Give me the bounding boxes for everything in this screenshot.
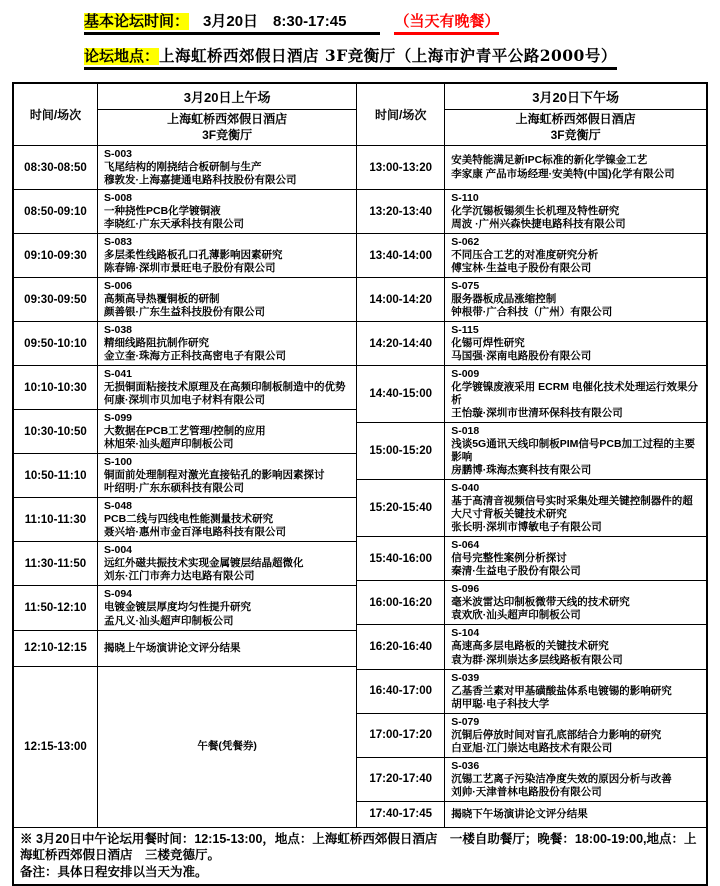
- session-time: 17:00-17:20: [357, 714, 445, 757]
- speaker-name: 房鹏博·珠海杰赛科技有限公司: [451, 464, 592, 477]
- morning-header: [14, 84, 356, 146]
- schedule-row: [357, 625, 706, 669]
- session-time: 13:40-14:00: [357, 234, 445, 277]
- session-time: 13:20-13:40: [357, 190, 445, 233]
- session-time: 11:10-11:30: [14, 498, 98, 541]
- paper-code: S-094: [104, 588, 133, 601]
- paper-code: S-110: [451, 192, 479, 204]
- session-details: [445, 714, 706, 757]
- session-details: [98, 542, 356, 585]
- afternoon-session-title: 3月20日下午场: [445, 84, 706, 110]
- paper-code: S-040: [451, 482, 480, 495]
- forum-venue-label: 论坛地点：: [84, 48, 160, 65]
- speaker-name: 叶绍明·广东东硕科技有限公司: [104, 482, 244, 495]
- session-details: [445, 423, 706, 479]
- schedule-row: [357, 366, 706, 423]
- paper-title: 揭晓下午场演讲论文评分结果: [451, 807, 588, 820]
- schedule-row: [14, 631, 356, 667]
- paper-code: S-006: [104, 280, 133, 293]
- schedule-row: [357, 322, 706, 366]
- paper-title: 乙基香兰素对甲基磺酸盐体系电镀锡的影响研究: [451, 684, 672, 697]
- paper-code: S-099: [104, 412, 133, 425]
- paper-title: 信号完整性案例分析探讨: [451, 552, 567, 565]
- session-time: 13:00-13:20: [357, 146, 445, 189]
- session-time: 09:10-09:30: [14, 234, 98, 277]
- paper-title: 飞尾结构的刚挠结合板研制与生产: [104, 161, 262, 174]
- morning-header-main: [98, 84, 356, 145]
- session-details: [445, 278, 706, 321]
- session-details: [98, 667, 356, 827]
- session-details: [445, 234, 706, 277]
- paper-title: 午餐(凭餐券): [197, 740, 257, 753]
- afternoon-session-venue: [445, 110, 706, 145]
- session-details: [445, 581, 706, 624]
- paper-title: 多层柔性线路板孔口孔薄影响因素研究: [104, 249, 283, 262]
- paper-title: 化学沉锡板锡须生长机理及特性研究: [451, 205, 620, 218]
- schedule-row: [357, 480, 706, 537]
- paper-code: S-100: [104, 456, 133, 469]
- forum-venue-line: [84, 44, 708, 66]
- speaker-name: 周波 ·广州兴森快捷电路科技有限公司: [451, 218, 626, 231]
- paper-code: S-062: [451, 236, 480, 249]
- session-time: 11:30-11:50: [14, 542, 98, 585]
- forum-time-label: 基本论坛时间：: [84, 13, 190, 30]
- session-details: [98, 146, 356, 189]
- schedule-row: [357, 278, 706, 322]
- paper-title: 揭晓上午场演讲论文评分结果: [104, 641, 241, 654]
- paper-title: 高频高导热覆铜板的研制: [104, 293, 220, 306]
- session-details: [445, 366, 706, 422]
- paper-title: 沉锡工艺离子污染洁净度失效的原因分析与改善: [451, 772, 672, 785]
- session-time: 17:20-17:40: [357, 758, 445, 801]
- schedule-row: [14, 586, 356, 630]
- morning-venue-line1: 上海虹桥西郊假日酒店: [167, 111, 288, 126]
- paper-code: S-064: [451, 539, 480, 552]
- schedule-row: [14, 278, 356, 322]
- paper-title: 服务器板成品涨缩控制: [451, 293, 557, 306]
- session-time: 08:30-08:50: [14, 146, 98, 189]
- paper-title: 远红外磁共振技术实现金属镀层结晶超微化: [104, 557, 304, 570]
- speaker-name: 金立奎·珠海方正科技高密电子有限公司: [104, 350, 286, 363]
- paper-title: 化锡可焊性研究: [451, 337, 525, 350]
- session-time: 12:10-12:15: [14, 631, 98, 666]
- paper-title: 沉铜后停放时间对盲孔底部结合力影响的研究: [451, 728, 662, 741]
- speaker-name: 孟凡义·汕头超声印制板公司: [104, 614, 234, 627]
- paper-code: S-039: [451, 671, 480, 684]
- speaker-name: 林旭荣·汕头超声印制板公司: [104, 438, 234, 451]
- paper-title: PCB二线与四线电性能测量技术研究: [104, 513, 274, 526]
- schedule-row: [357, 581, 706, 625]
- remark-note: 备注：具体日程安排以当天为准。: [20, 864, 208, 879]
- paper-code: S-075: [451, 280, 480, 293]
- forum-venue-underlined: [84, 48, 617, 70]
- paper-code: S-008: [104, 192, 133, 205]
- session-time: 15:20-15:40: [357, 480, 445, 536]
- paper-code: S-048: [104, 500, 133, 513]
- schedule-row: [14, 190, 356, 234]
- paper-code: S-115: [451, 324, 479, 337]
- speaker-name: 李晓红·广东天承科技有限公司: [104, 218, 244, 231]
- session-details: [445, 802, 706, 827]
- session-details: [98, 366, 356, 409]
- morning-half: [14, 84, 357, 827]
- paper-code: S-038: [104, 324, 133, 337]
- speaker-name: 颜善银·广东生益科技股份有限公司: [104, 306, 265, 319]
- schedule-row: [14, 410, 356, 454]
- forum-time-underlined: [84, 13, 380, 35]
- schedule-row: [14, 366, 356, 410]
- session-time: 15:40-16:00: [357, 537, 445, 580]
- dinner-note: （当天有晚餐）: [394, 13, 499, 35]
- paper-title: 不同压合工艺的对准度研究分析: [451, 249, 599, 262]
- afternoon-half: [357, 84, 706, 827]
- speaker-name: 刘东·江门市奔力达电路有限公司: [104, 570, 255, 583]
- session-details: [98, 322, 356, 365]
- forum-venue-value: 上海虹桥西郊假日酒店 3F竞衡厅（上海市沪青平公路2000号）: [159, 46, 617, 65]
- paper-title: 精细线路阻抗制作研究: [104, 337, 209, 350]
- speaker-name: 穆敦发·上海嘉捷通电路科技股份有限公司: [104, 174, 297, 187]
- session-time: 14:20-14:40: [357, 322, 445, 365]
- session-details: [445, 480, 706, 536]
- session-details: [98, 631, 356, 666]
- session-details: [445, 146, 706, 189]
- schedule-row: [357, 537, 706, 581]
- session-details: [98, 586, 356, 629]
- paper-title: 无损铜面粘接技术原理及在高频印制板制造中的优势: [104, 381, 346, 394]
- session-time: 10:30-10:50: [14, 410, 98, 453]
- banner: [84, 10, 708, 66]
- morning-venue-line2: 3F竞衡厅: [202, 127, 253, 142]
- paper-title: 浅谈5G通讯天线印制板PIM信号PCB加工过程的主要影响: [451, 438, 696, 464]
- footer-note: [14, 827, 706, 885]
- paper-code: S-079: [451, 715, 480, 728]
- session-details: [445, 190, 706, 233]
- paper-title: 铜面前处理制程对激光直接钻孔的影响因素探讨: [104, 469, 325, 482]
- session-time: 16:40-17:00: [357, 670, 445, 713]
- session-details: [98, 410, 356, 453]
- schedule-row: [357, 714, 706, 758]
- session-details: [98, 454, 356, 497]
- schedule-table: [12, 82, 708, 886]
- speaker-name: 刘帅·天津普林电路股份有限公司: [451, 785, 602, 798]
- session-time: 17:40-17:45: [357, 802, 445, 827]
- session-time: 16:00-16:20: [357, 581, 445, 624]
- afternoon-header: [357, 84, 706, 146]
- afternoon-rows: [357, 146, 706, 827]
- schedule-row: [357, 146, 706, 190]
- speaker-name: 袁为群·深圳崇达多层线路板有限公司: [451, 653, 623, 666]
- schedule-row: [357, 758, 706, 802]
- paper-title: 毫米波雷达印制板微带天线的技术研究: [451, 596, 630, 609]
- paper-code: S-036: [451, 759, 480, 772]
- session-time: 12:15-13:00: [14, 667, 98, 827]
- schedule-row: [14, 542, 356, 586]
- session-time: 10:10-10:30: [14, 366, 98, 409]
- session-details: [445, 625, 706, 668]
- session-details: [445, 322, 706, 365]
- schedule-row: [14, 667, 356, 827]
- morning-session-title: 3月20日上午场: [98, 84, 356, 110]
- speaker-name: 傅宝林·生益电子股份有限公司: [451, 262, 592, 275]
- speaker-name: 钟根带·广合科技（广州）有限公司: [451, 306, 613, 319]
- session-time: 14:40-15:00: [357, 366, 445, 422]
- afternoon-time-session-header: 时间/场次: [357, 84, 445, 145]
- session-time: 10:50-11:10: [14, 454, 98, 497]
- schedule-row: [357, 802, 706, 827]
- schedule-row: [14, 234, 356, 278]
- paper-title: 电镀金镀层厚度均匀性提升研究: [104, 601, 251, 614]
- session-details: [445, 537, 706, 580]
- forum-time-value: 3月20日 8:30-17:45: [203, 13, 347, 30]
- schedule-row: [14, 146, 356, 190]
- paper-title: 化学镀镍废液采用 ECRM 电催化技术处理运行效果分析: [451, 381, 698, 407]
- forum-time-line: [84, 10, 708, 31]
- schedule-row: [14, 454, 356, 498]
- afternoon-venue-line2: 3F竞衡厅: [550, 127, 601, 142]
- paper-code: S-004: [104, 544, 133, 557]
- session-time: 09:30-09:50: [14, 278, 98, 321]
- speaker-name: 陈春锦·深圳市景旺电子股份有限公司: [104, 262, 276, 275]
- schedule-row: [357, 234, 706, 278]
- schedule-row: [14, 322, 356, 366]
- paper-title: 一种挠性PCB化学镀铜液: [104, 205, 221, 218]
- schedule-row: [357, 190, 706, 234]
- speaker-name: 张长明·深圳市博敏电子有限公司: [451, 521, 602, 534]
- session-details: [445, 758, 706, 801]
- schedule-row: [357, 423, 706, 480]
- paper-title: 大数据在PCB工艺管理/控制的应用: [104, 425, 266, 438]
- schedule-row: [14, 498, 356, 542]
- session-details: [98, 234, 356, 277]
- speaker-name: 王怡璇·深圳市世清环保科技有限公司: [451, 407, 623, 420]
- speaker-name: 白亚旭·江门崇达电路技术有限公司: [451, 741, 613, 754]
- session-time: 14:00-14:20: [357, 278, 445, 321]
- paper-code: S-018: [451, 425, 480, 438]
- speaker-name: 胡甲聪·电子科技大学: [451, 697, 550, 710]
- session-details: [98, 278, 356, 321]
- paper-code: S-083: [104, 236, 133, 249]
- table-body: [14, 84, 706, 827]
- paper-title: 基于高清音视频信号实时采集处理关键控制器件的超大尺寸背板关键技术研究: [451, 495, 693, 521]
- session-details: [98, 190, 356, 233]
- afternoon-venue-line1: 上海虹桥西郊假日酒店: [515, 111, 636, 126]
- session-time: 11:50-12:10: [14, 586, 98, 629]
- speaker-name: 袁欢欣·汕头超声印制板公司: [451, 609, 581, 622]
- paper-code: S-104: [451, 627, 480, 640]
- meal-note: ※ 3月20日中午论坛用餐时间：12:15-13:00，地点：上海虹桥西郊假日酒店 一楼自助餐厅；晚餐：18:00-19:00,地点：上海虹桥西郊假日酒店 三楼竞德厅。: [20, 831, 697, 863]
- speaker-name: 李家康 产品市场经理·安美特(中国)化学有限公司: [451, 167, 675, 180]
- session-details: [98, 498, 356, 541]
- session-time: 09:50-10:10: [14, 322, 98, 365]
- paper-code: S-009: [451, 368, 480, 381]
- paper-title: 安美特能满足新IPC标准的新化学镍金工艺: [451, 154, 648, 167]
- session-time: 08:50-09:10: [14, 190, 98, 233]
- speaker-name: 马国强·深南电路股份有限公司: [451, 350, 592, 363]
- paper-title: 高速高多层电路板的关键技术研究: [451, 640, 609, 653]
- paper-code: S-096: [451, 583, 480, 596]
- morning-rows: [14, 146, 356, 827]
- schedule-row: [357, 670, 706, 714]
- speaker-name: 何康·深圳市贝加电子材料有限公司: [104, 394, 265, 407]
- morning-time-session-header: 时间/场次: [14, 84, 98, 145]
- paper-code: S-003: [104, 148, 133, 160]
- paper-code: S-041: [104, 368, 133, 381]
- morning-session-venue: [98, 110, 356, 145]
- session-time: 16:20-16:40: [357, 625, 445, 668]
- session-time: 15:00-15:20: [357, 423, 445, 479]
- afternoon-header-main: [445, 84, 706, 145]
- session-details: [445, 670, 706, 713]
- speaker-name: 秦清·生益电子股份有限公司: [451, 565, 581, 578]
- speaker-name: 聂兴培·惠州市金百泽电路科技有限公司: [104, 526, 286, 539]
